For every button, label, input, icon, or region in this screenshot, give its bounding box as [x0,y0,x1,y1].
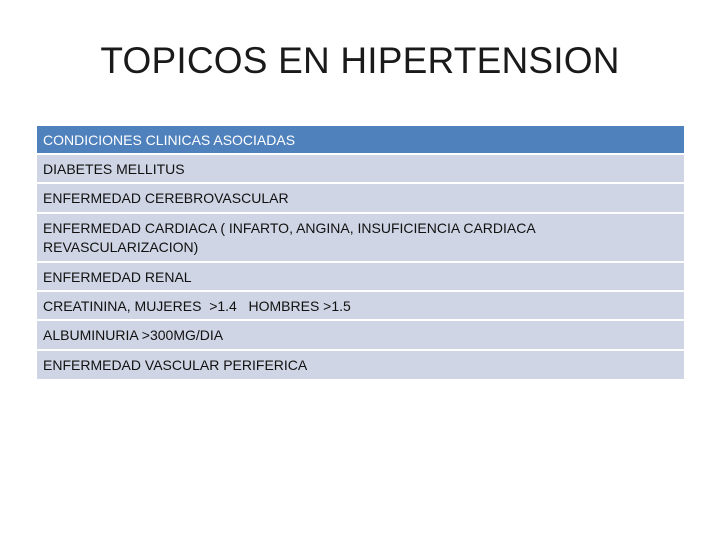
table-header: CONDICIONES CLINICAS ASOCIADAS [37,126,684,155]
table-row: ENFERMEDAD VASCULAR PERIFERICA [37,351,684,381]
table-row: ENFERMEDAD RENAL [37,263,684,292]
table-row: ENFERMEDAD CEREBROVASCULAR [37,184,684,214]
table-row: CREATININA, MUJERES >1.4 HOMBRES >1.5 [37,292,684,321]
table-row: ENFERMEDAD CARDIACA ( INFARTO, ANGINA, INSUFICIENCIA CARDIACA REVASCULARIZACION) [37,214,684,263]
slide-title: TOPICOS EN HIPERTENSION [100,40,620,81]
conditions-table [37,126,684,381]
table-row: ALBUMINURIA >300MG/DIA [37,321,684,351]
table-row: DIABETES MELLITUS [37,155,684,184]
